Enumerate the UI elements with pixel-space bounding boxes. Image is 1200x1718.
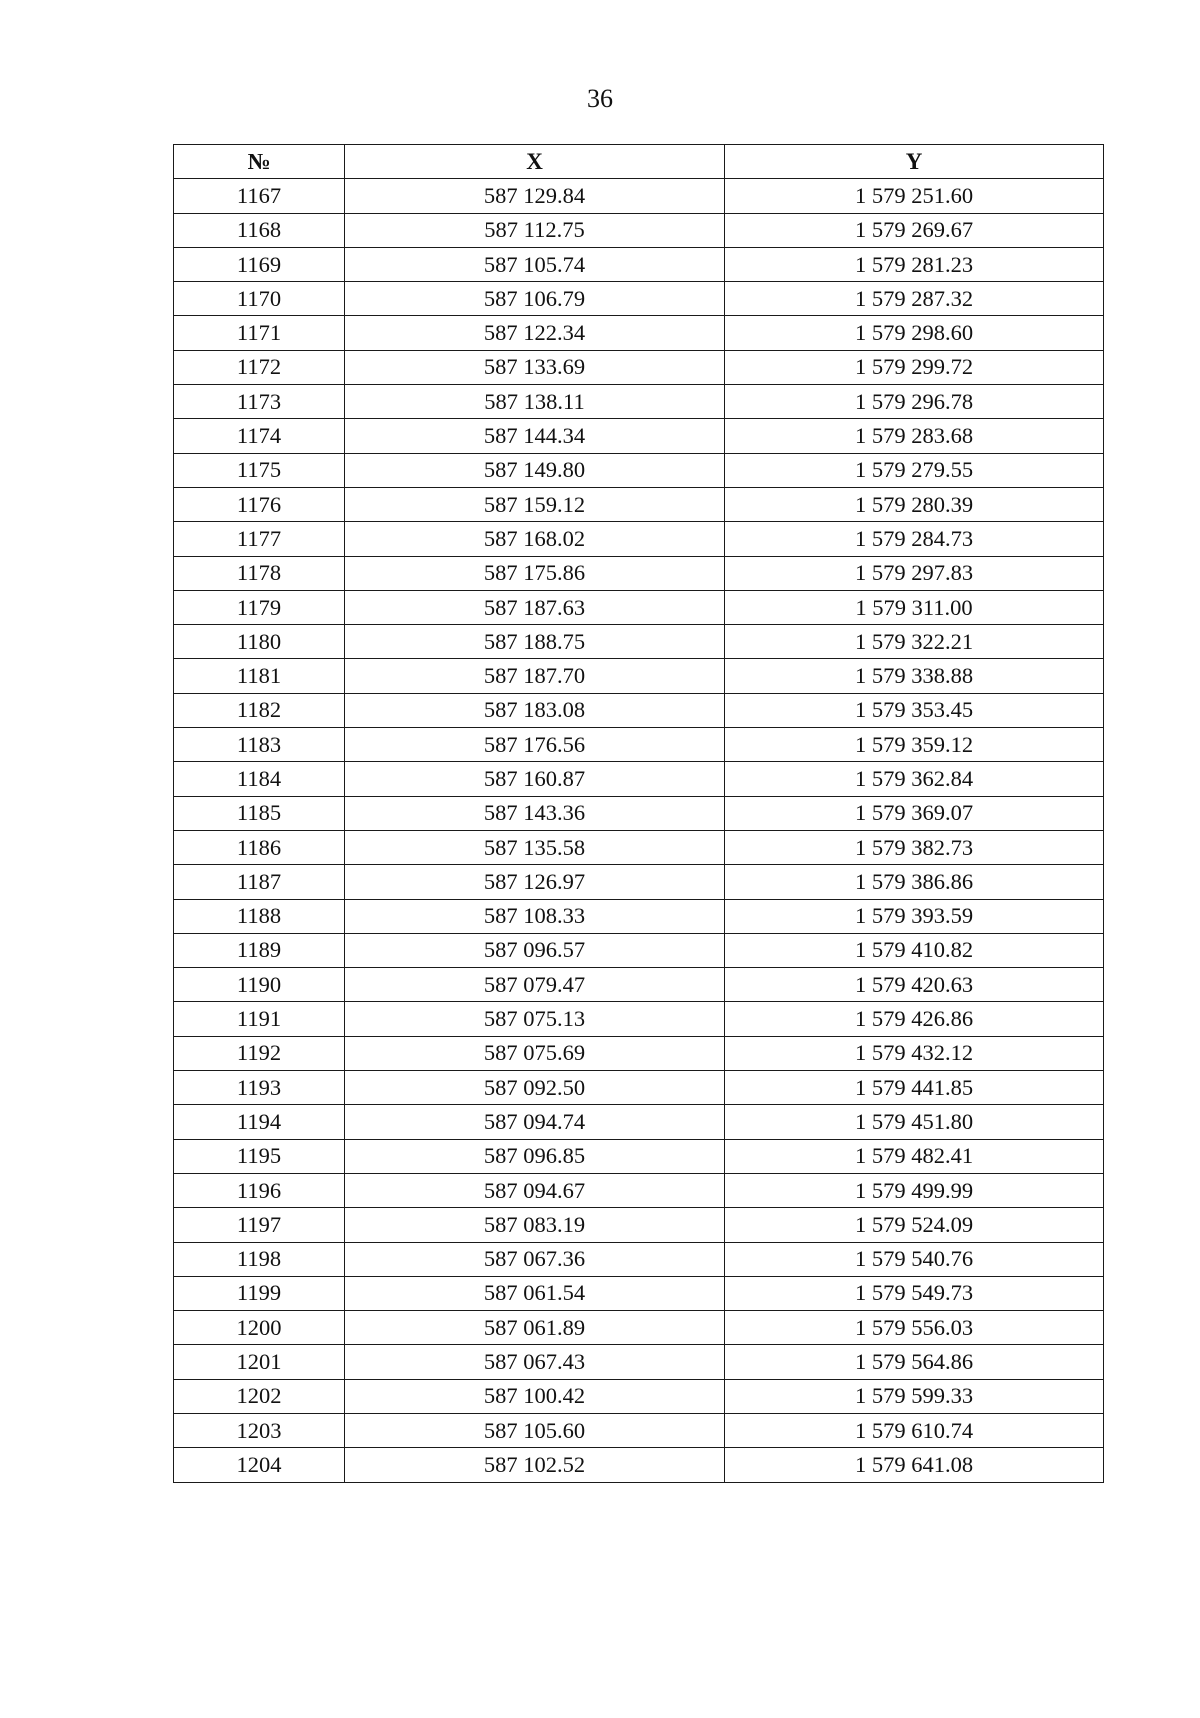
- cell-number: 1195: [174, 1139, 345, 1173]
- table-row: [174, 556, 1104, 590]
- cell-number: 1176: [174, 487, 345, 521]
- cell-y: 1 579 499.99: [725, 1173, 1104, 1207]
- table-row: [174, 1448, 1104, 1482]
- table-row: [174, 385, 1104, 419]
- cell-y: 1 579 540.76: [725, 1242, 1104, 1276]
- cell-y: 1 579 369.07: [725, 796, 1104, 830]
- cell-number: 1171: [174, 316, 345, 350]
- cell-number: 1189: [174, 933, 345, 967]
- table-row: [174, 282, 1104, 316]
- table-row: [174, 487, 1104, 521]
- header-y: Y: [725, 145, 1104, 179]
- cell-x: 587 122.34: [345, 316, 725, 350]
- cell-y: 1 579 426.86: [725, 1002, 1104, 1036]
- cell-number: 1167: [174, 179, 345, 213]
- cell-number: 1196: [174, 1173, 345, 1207]
- cell-y: 1 579 564.86: [725, 1345, 1104, 1379]
- cell-y: 1 579 420.63: [725, 968, 1104, 1002]
- table-row: [174, 933, 1104, 967]
- table-row: [174, 590, 1104, 624]
- cell-number: 1187: [174, 865, 345, 899]
- cell-y: 1 579 297.83: [725, 556, 1104, 590]
- cell-x: 587 159.12: [345, 487, 725, 521]
- cell-y: 1 579 280.39: [725, 487, 1104, 521]
- cell-number: 1188: [174, 899, 345, 933]
- cell-x: 587 061.54: [345, 1276, 725, 1310]
- cell-y: 1 579 386.86: [725, 865, 1104, 899]
- cell-x: 587 175.86: [345, 556, 725, 590]
- cell-y: 1 579 549.73: [725, 1276, 1104, 1310]
- cell-x: 587 106.79: [345, 282, 725, 316]
- table-row: [174, 1139, 1104, 1173]
- cell-y: 1 579 482.41: [725, 1139, 1104, 1173]
- cell-number: 1178: [174, 556, 345, 590]
- table-row: [174, 865, 1104, 899]
- cell-x: 587 187.63: [345, 590, 725, 624]
- cell-x: 587 092.50: [345, 1071, 725, 1105]
- cell-y: 1 579 279.55: [725, 453, 1104, 487]
- table-row: [174, 1379, 1104, 1413]
- cell-number: 1174: [174, 419, 345, 453]
- table-row: [174, 1276, 1104, 1310]
- table-row: [174, 419, 1104, 453]
- cell-number: 1202: [174, 1379, 345, 1413]
- cell-y: 1 579 441.85: [725, 1071, 1104, 1105]
- page-number: 36: [587, 84, 613, 113]
- cell-y: 1 579 610.74: [725, 1413, 1104, 1447]
- table-row: [174, 1036, 1104, 1070]
- cell-y: 1 579 287.32: [725, 282, 1104, 316]
- cell-number: 1175: [174, 453, 345, 487]
- cell-x: 587 183.08: [345, 693, 725, 727]
- cell-x: 587 067.36: [345, 1242, 725, 1276]
- table-row: [174, 1002, 1104, 1036]
- cell-x: 587 094.74: [345, 1105, 725, 1139]
- cell-number: 1183: [174, 728, 345, 762]
- cell-y: 1 579 524.09: [725, 1208, 1104, 1242]
- cell-y: 1 579 251.60: [725, 179, 1104, 213]
- cell-x: 587 187.70: [345, 659, 725, 693]
- cell-number: 1180: [174, 625, 345, 659]
- cell-x: 587 135.58: [345, 830, 725, 864]
- cell-x: 587 160.87: [345, 762, 725, 796]
- cell-number: 1168: [174, 213, 345, 247]
- cell-y: 1 579 299.72: [725, 350, 1104, 384]
- cell-y: 1 579 556.03: [725, 1311, 1104, 1345]
- cell-number: 1184: [174, 762, 345, 796]
- cell-number: 1199: [174, 1276, 345, 1310]
- cell-x: 587 083.19: [345, 1208, 725, 1242]
- cell-y: 1 579 298.60: [725, 316, 1104, 350]
- cell-x: 587 143.36: [345, 796, 725, 830]
- cell-y: 1 579 359.12: [725, 728, 1104, 762]
- table-row: [174, 625, 1104, 659]
- cell-number: 1197: [174, 1208, 345, 1242]
- cell-x: 587 079.47: [345, 968, 725, 1002]
- cell-number: 1169: [174, 247, 345, 281]
- cell-y: 1 579 311.00: [725, 590, 1104, 624]
- table-row: [174, 247, 1104, 281]
- cell-x: 587 188.75: [345, 625, 725, 659]
- cell-number: 1200: [174, 1311, 345, 1345]
- cell-number: 1177: [174, 522, 345, 556]
- table-row: [174, 1071, 1104, 1105]
- cell-y: 1 579 281.23: [725, 247, 1104, 281]
- cell-y: 1 579 296.78: [725, 385, 1104, 419]
- cell-x: 587 061.89: [345, 1311, 725, 1345]
- cell-x: 587 105.60: [345, 1413, 725, 1447]
- cell-x: 587 176.56: [345, 728, 725, 762]
- table-row: [174, 830, 1104, 864]
- cell-x: 587 102.52: [345, 1448, 725, 1482]
- cell-number: 1173: [174, 385, 345, 419]
- table-row: [174, 1345, 1104, 1379]
- cell-x: 587 168.02: [345, 522, 725, 556]
- cell-x: 587 105.74: [345, 247, 725, 281]
- cell-y: 1 579 382.73: [725, 830, 1104, 864]
- cell-y: 1 579 393.59: [725, 899, 1104, 933]
- cell-number: 1181: [174, 659, 345, 693]
- cell-x: 587 075.13: [345, 1002, 725, 1036]
- table-row: [174, 659, 1104, 693]
- cell-number: 1172: [174, 350, 345, 384]
- table-row: [174, 1242, 1104, 1276]
- header-row: [174, 145, 1104, 179]
- cell-number: 1179: [174, 590, 345, 624]
- cell-x: 587 094.67: [345, 1173, 725, 1207]
- cell-number: 1203: [174, 1413, 345, 1447]
- table-row: [174, 316, 1104, 350]
- cell-y: 1 579 362.84: [725, 762, 1104, 796]
- cell-x: 587 126.97: [345, 865, 725, 899]
- cell-x: 587 100.42: [345, 1379, 725, 1413]
- cell-y: 1 579 269.67: [725, 213, 1104, 247]
- table-row: [174, 179, 1104, 213]
- cell-x: 587 129.84: [345, 179, 725, 213]
- cell-x: 587 108.33: [345, 899, 725, 933]
- cell-number: 1194: [174, 1105, 345, 1139]
- cell-x: 587 096.57: [345, 933, 725, 967]
- table-row: [174, 1208, 1104, 1242]
- table-row: [174, 1173, 1104, 1207]
- table-row: [174, 1311, 1104, 1345]
- table-row: [174, 796, 1104, 830]
- header-number: №: [174, 145, 345, 179]
- table-body: [174, 179, 1104, 1482]
- table-row: [174, 762, 1104, 796]
- table-header: [174, 145, 1104, 179]
- table-row: [174, 728, 1104, 762]
- cell-y: 1 579 283.68: [725, 419, 1104, 453]
- cell-x: 587 138.11: [345, 385, 725, 419]
- cell-y: 1 579 451.80: [725, 1105, 1104, 1139]
- cell-x: 587 075.69: [345, 1036, 725, 1070]
- cell-y: 1 579 338.88: [725, 659, 1104, 693]
- cell-x: 587 096.85: [345, 1139, 725, 1173]
- table-row: [174, 453, 1104, 487]
- cell-x: 587 149.80: [345, 453, 725, 487]
- cell-y: 1 579 599.33: [725, 1379, 1104, 1413]
- table-row: [174, 1105, 1104, 1139]
- cell-y: 1 579 410.82: [725, 933, 1104, 967]
- cell-y: 1 579 284.73: [725, 522, 1104, 556]
- table-row: [174, 522, 1104, 556]
- cell-number: 1170: [174, 282, 345, 316]
- cell-x: 587 112.75: [345, 213, 725, 247]
- cell-number: 1198: [174, 1242, 345, 1276]
- coordinates-table: [173, 144, 1104, 1483]
- cell-x: 587 067.43: [345, 1345, 725, 1379]
- cell-number: 1191: [174, 1002, 345, 1036]
- table-row: [174, 1413, 1104, 1447]
- cell-number: 1193: [174, 1071, 345, 1105]
- table-row: [174, 350, 1104, 384]
- cell-number: 1204: [174, 1448, 345, 1482]
- cell-x: 587 133.69: [345, 350, 725, 384]
- cell-x: 587 144.34: [345, 419, 725, 453]
- cell-number: 1185: [174, 796, 345, 830]
- table-row: [174, 213, 1104, 247]
- cell-y: 1 579 353.45: [725, 693, 1104, 727]
- cell-y: 1 579 641.08: [725, 1448, 1104, 1482]
- cell-number: 1190: [174, 968, 345, 1002]
- table-row: [174, 899, 1104, 933]
- table-row: [174, 968, 1104, 1002]
- cell-number: 1201: [174, 1345, 345, 1379]
- cell-y: 1 579 322.21: [725, 625, 1104, 659]
- cell-y: 1 579 432.12: [725, 1036, 1104, 1070]
- cell-number: 1186: [174, 830, 345, 864]
- cell-number: 1182: [174, 693, 345, 727]
- header-x: X: [345, 145, 725, 179]
- cell-number: 1192: [174, 1036, 345, 1070]
- table-row: [174, 693, 1104, 727]
